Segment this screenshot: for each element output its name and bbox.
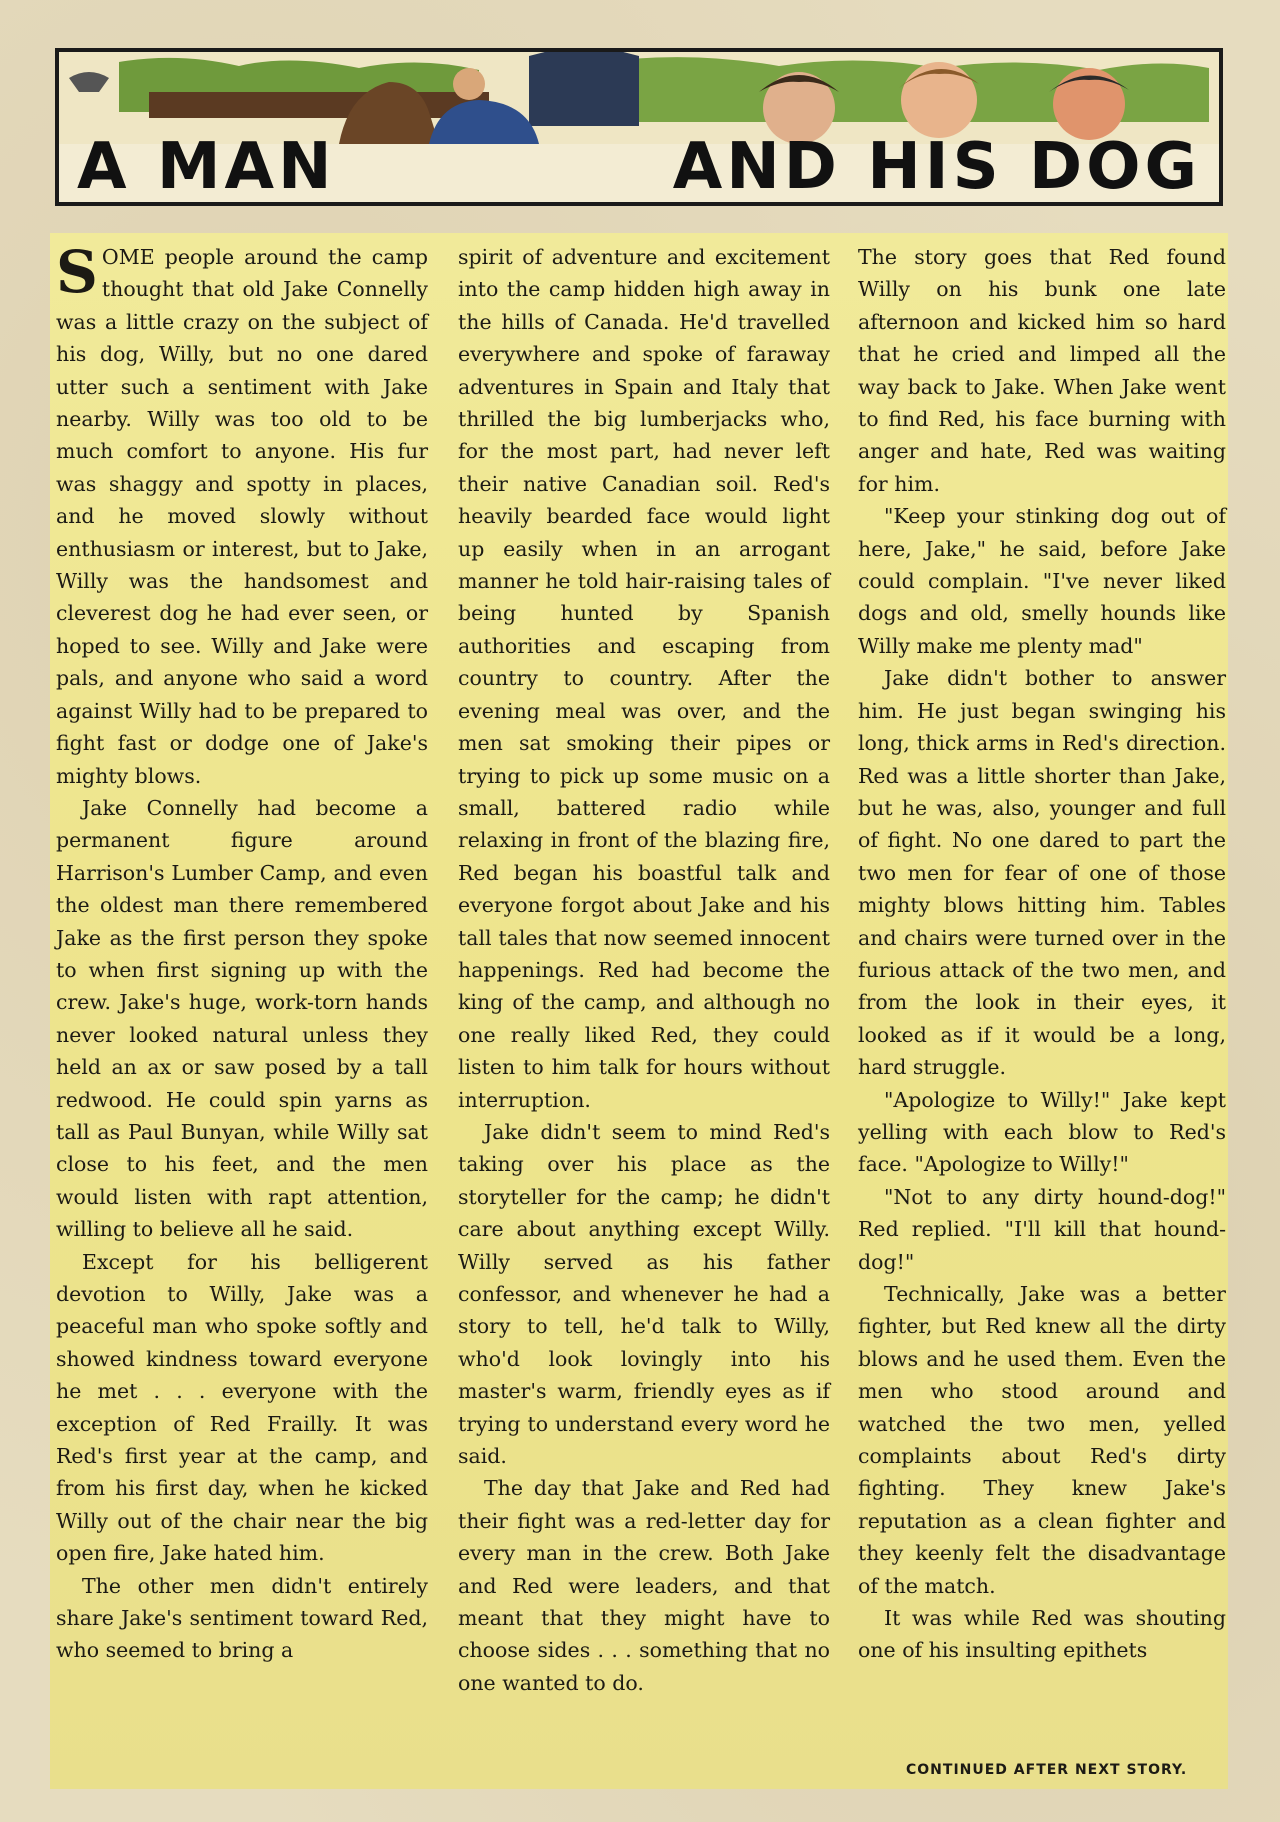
title-part-2: AND HIS DOG	[672, 130, 1201, 204]
paragraph: spirit of adventure and excitement into the camp hidden high away in the hills of Canada. He'd travelled everywhere and spoke of faraway adventures in Spain and Italy that thrilled the big lumberjacks who, for the most part, had never left their native Canadian soil. Red's heavily bearded face would light up easily when in an arrogant manner he told hair-raising tales of being hunted by Spanish authorities and escaping from country to country. After the evening meal was over, and the men sat smoking their pipes or trying to pick up some music on a small, battered radio while relaxing in front of the blazing fire, Red began his boastful talk and everyone forgot about Jake and his tall tales that now seemed innocent happenings. Red had become the king of the camp, and although no one really liked Red, they could listen to him talk for hours without interruption.	[458, 245, 830, 1112]
paragraph: Except for his belligerent devotion to Willy, Jake was a peaceful man who spoke softly and showed kindness toward everyone he met . . . everyone with the exception of Red Frailly. It was Red's first year at the camp, and from his first day, when he kicked Willy out of the chair near the big open fire, Jake hated him.	[56, 1249, 428, 1566]
title-part-1: A MAN	[77, 130, 336, 204]
paragraph: Jake Connelly had become a permanent figure around Harrison's Lumber Camp, and even the oldest man there remembered Jake as the first person they spoke to when first signing up with the crew. Jake's huge, work-torn hands never looked natural unless they held an ax or saw posed by a tall redwood. He could spin yarns as tall as Paul Bunyan, while Willy sat close to his feet, and the men would listen with rapt attention, willing to believe all he said.	[56, 795, 428, 1242]
paragraph: "Keep your stinking dog out of here, Jake," he said, before Jake could complain. "I've never liked dogs and old, smelly hounds like Willy make me plenty mad"	[858, 504, 1226, 658]
story-text-area	[50, 233, 1228, 1789]
paragraph: Technically, Jake was a better fighter, but Red knew all the dirty blows and he used them. Even the men who stood around and watched the two men, yelled complaints about Red's dirty fighting. They knew Jake's reputation as a clean fighter and they keenly felt the disadvantage of the match.	[858, 1282, 1226, 1598]
drop-cap: S	[56, 238, 98, 306]
continued-note: CONTINUED AFTER NEXT STORY.	[906, 1762, 1188, 1778]
paragraph: Jake didn't seem to mind Red's taking over his place as the storyteller for the camp; he didn't care about anything except Willy. Willy served as his father confessor, and whenever he had a story to tell, he'd talk to Willy, who'd look lovingly into his master's warm, friendly eyes as if trying to understand every word he said.	[458, 1119, 830, 1469]
paragraph: The story goes that Red found Willy on his bunk one late afternoon and kicked him so hard that he cried and limped all the way back to Jake. When Jake went to find Red, his face burning with anger and hate, Red was waiting for him.	[858, 245, 1226, 496]
text-column-3	[858, 241, 1226, 1667]
paragraph: Jake didn't bother to answer him. He just began swinging his long, thick arms in Red's direction. Red was a little shorter than Jake, but he was, also, younger and full of fight. No one dared to part the two men for fear of one of those mighty blows hitting him. Tables and chairs were turned over in the furious attack of the two men, and from the look in their eyes, it looked as if it would be a long, hard struggle.	[858, 666, 1226, 1080]
paragraph: "Apologize to Willy!" Jake kept yelling with each blow to Red's face. "Apologize to Willy!"	[858, 1087, 1226, 1177]
paragraph	[56, 238, 428, 792]
paragraph: It was while Red was shouting one of his insulting epithets	[858, 1606, 1226, 1663]
paragraph: The other men didn't entirely share Jake's sentiment toward Red, who seemed to bring a	[56, 1573, 428, 1663]
text-column-2	[458, 241, 830, 1699]
paragraph: The day that Jake and Red had their fight was a red-letter day for every man in the crew. Both Jake and Red were leaders, and that meant that they might have to choose sides . . . something that no one wanted to do.	[458, 1476, 830, 1695]
text-column-1	[56, 238, 428, 1667]
paragraph: "Not to any dirty hound-dog!" Red replied. "I'll kill that hound-dog!"	[858, 1184, 1226, 1274]
paragraph-text: OME people around the camp thought that old Jake Connelly was a little crazy on the subject of his dog, Willy, but no one dared utter such a sentiment with Jake nearby. Willy was too old to be much comfort to anyone. His fur was shaggy and spotty in places, and he moved slowly without enthusiasm or interest, but to Jake, Willy was the handsomest and cleverest dog he had ever seen, or hoped to see. Willy and Jake were pals, and anyone who said a word against Willy had to be prepared to fight fast or dodge one of Jake's mighty blows.	[56, 245, 428, 788]
story-title	[59, 132, 1219, 202]
title-banner	[55, 48, 1223, 206]
